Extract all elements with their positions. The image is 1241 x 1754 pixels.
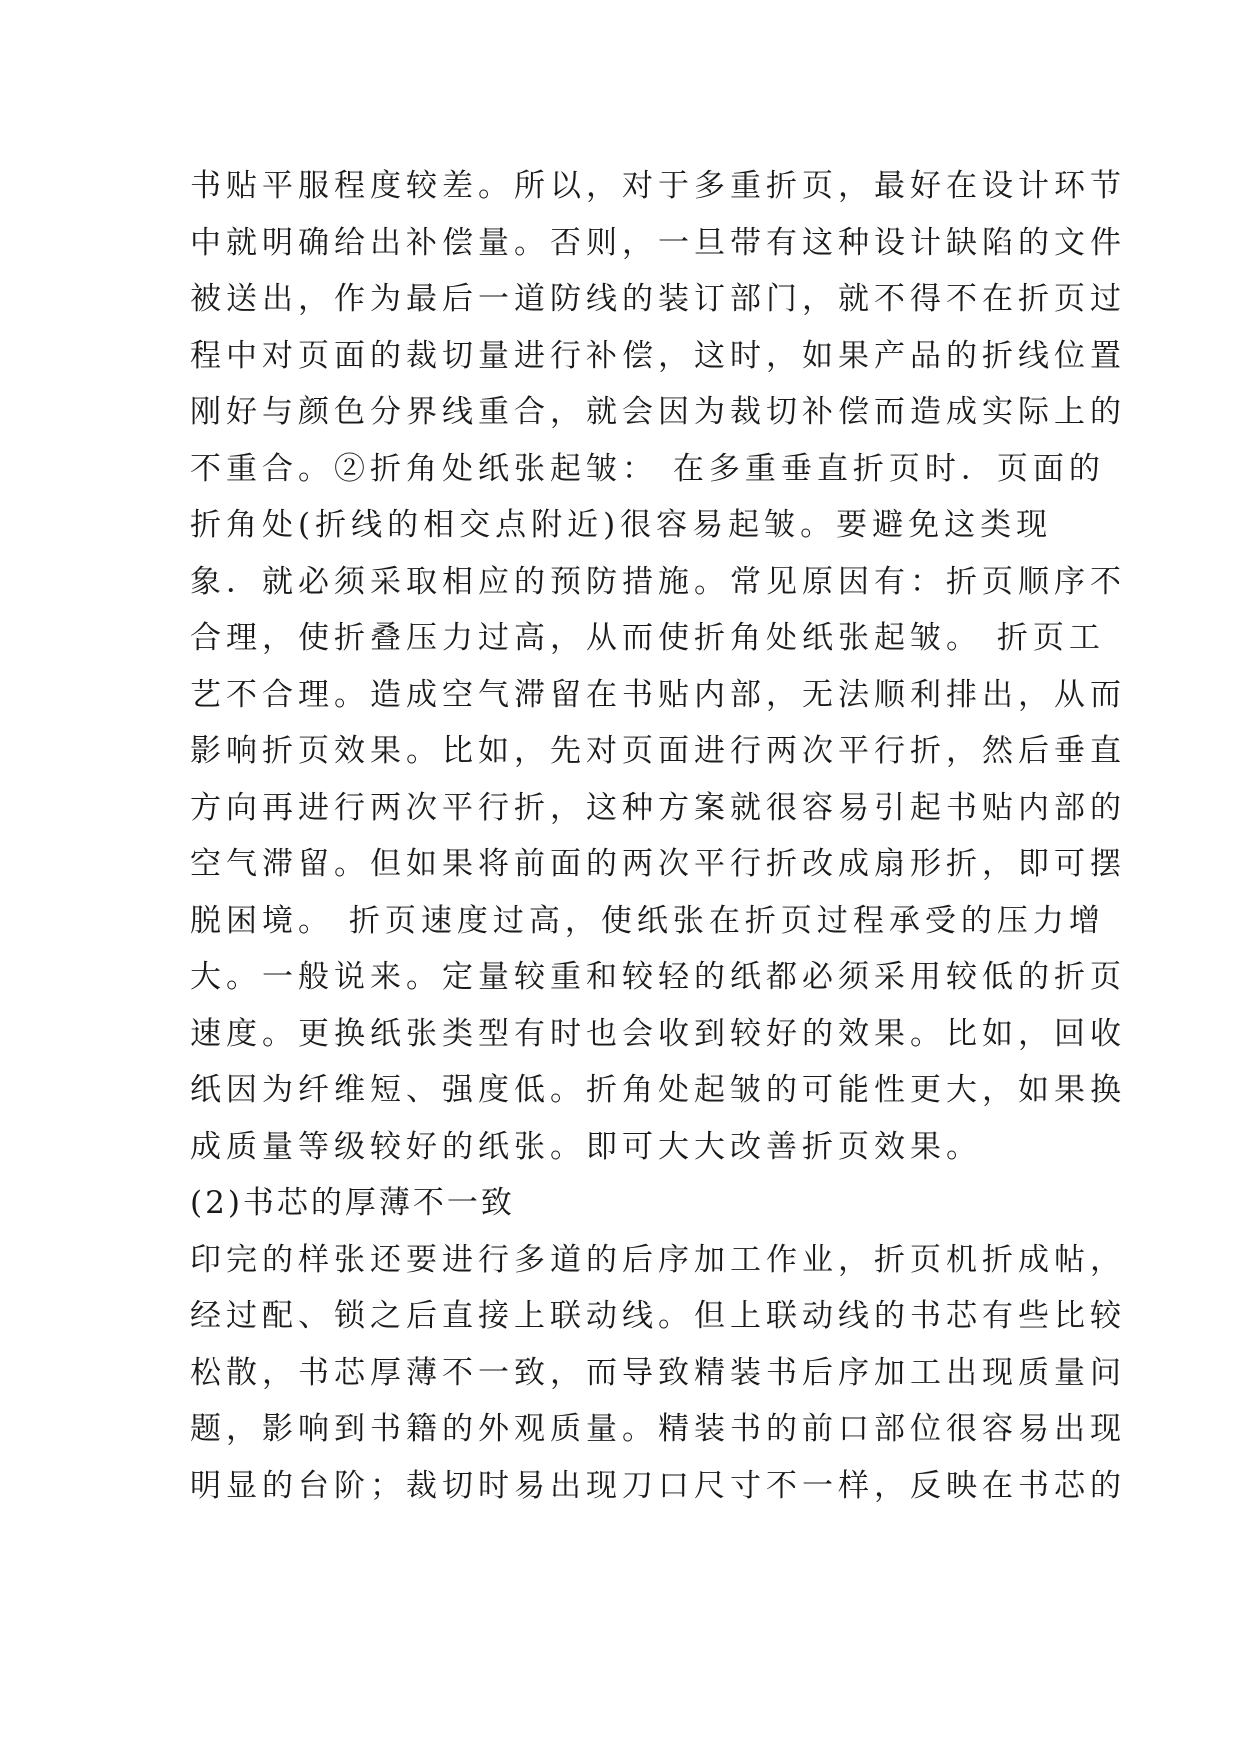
text-line: 脱困境。 折页速度过高，使纸张在折页过程承受的压力增 xyxy=(190,902,1105,939)
text-line: 纸因为纤维短、强度低。折角处起皱的可能性更大，如果换 xyxy=(190,1072,1126,1108)
text-line: 方向再进行两次平行折，这种方案就很容易引起书贴内部的 xyxy=(190,789,1126,826)
text-line: 题，影响到书籍的外观质量。精装书的前口部位很容易出现 xyxy=(190,1411,1126,1447)
text-line: 空气滞留。但如果将前面的两次平行折改成扇形折，即可摆 xyxy=(190,846,1126,882)
text-line: 松散，书芯厚薄不一致，而导致精装书后序加工出现质量问 xyxy=(190,1354,1126,1391)
text-line: 明显的台阶；裁切时易出现刀口尺寸不一样，反映在书芯的 xyxy=(190,1467,1126,1504)
text-line: 刚好与颜色分界线重合，就会因为裁切补偿而造成实际上的 xyxy=(190,394,1126,430)
text-line: 中就明确给出补偿量。否则，一旦带有这种设计缺陷的文件 xyxy=(190,224,1126,261)
text-line: 象．就必须采取相应的预防措施。常见原因有：折页顺序不 xyxy=(190,563,1126,600)
text-line: 艺不合理。造成空气滞留在书贴内部，无法顺利排出，从而 xyxy=(190,676,1126,713)
text-line: 书贴平服程度较差。所以，对于多重折页，最好在设计环节 xyxy=(190,168,1126,204)
text-line: 程中对页面的裁切量进行补偿，这时，如果产品的折线位置 xyxy=(190,337,1126,374)
section-heading: (2)书芯的厚薄不一致 xyxy=(190,1185,515,1221)
text-line: 合理，使折叠压力过高，从而使折角处纸张起皱。 折页工 xyxy=(190,620,1105,656)
text-line: 速度。更换纸张类型有时也会收到较好的效果。比如，回收 xyxy=(190,1015,1126,1052)
text-line: 折角处(折线的相交点附近)很容易起皱。要避免这类现 xyxy=(190,507,1053,543)
text-line: 经过配、锁之后直接上联动线。但上联动线的书芯有些比较 xyxy=(190,1298,1126,1334)
text-line: 被送出，作为最后一道防线的装订部门，就不得不在折页过 xyxy=(190,281,1126,317)
text-line: 印完的样张还要进行多道的后序加工作业，折页机折成帖， xyxy=(190,1241,1126,1278)
text-line: 不重合。②折角处纸张起皱： 在多重垂直折页时．页面的 xyxy=(190,450,1105,487)
text-line: 影响折页效果。比如，先对页面进行两次平行折，然后垂直 xyxy=(190,733,1126,769)
document-body xyxy=(190,158,1126,1514)
text-line: 大。一般说来。定量较重和较轻的纸都必须采用较低的折页 xyxy=(190,959,1126,995)
text-line: 成质量等级较好的纸张。即可大大改善折页效果。 xyxy=(190,1128,982,1165)
